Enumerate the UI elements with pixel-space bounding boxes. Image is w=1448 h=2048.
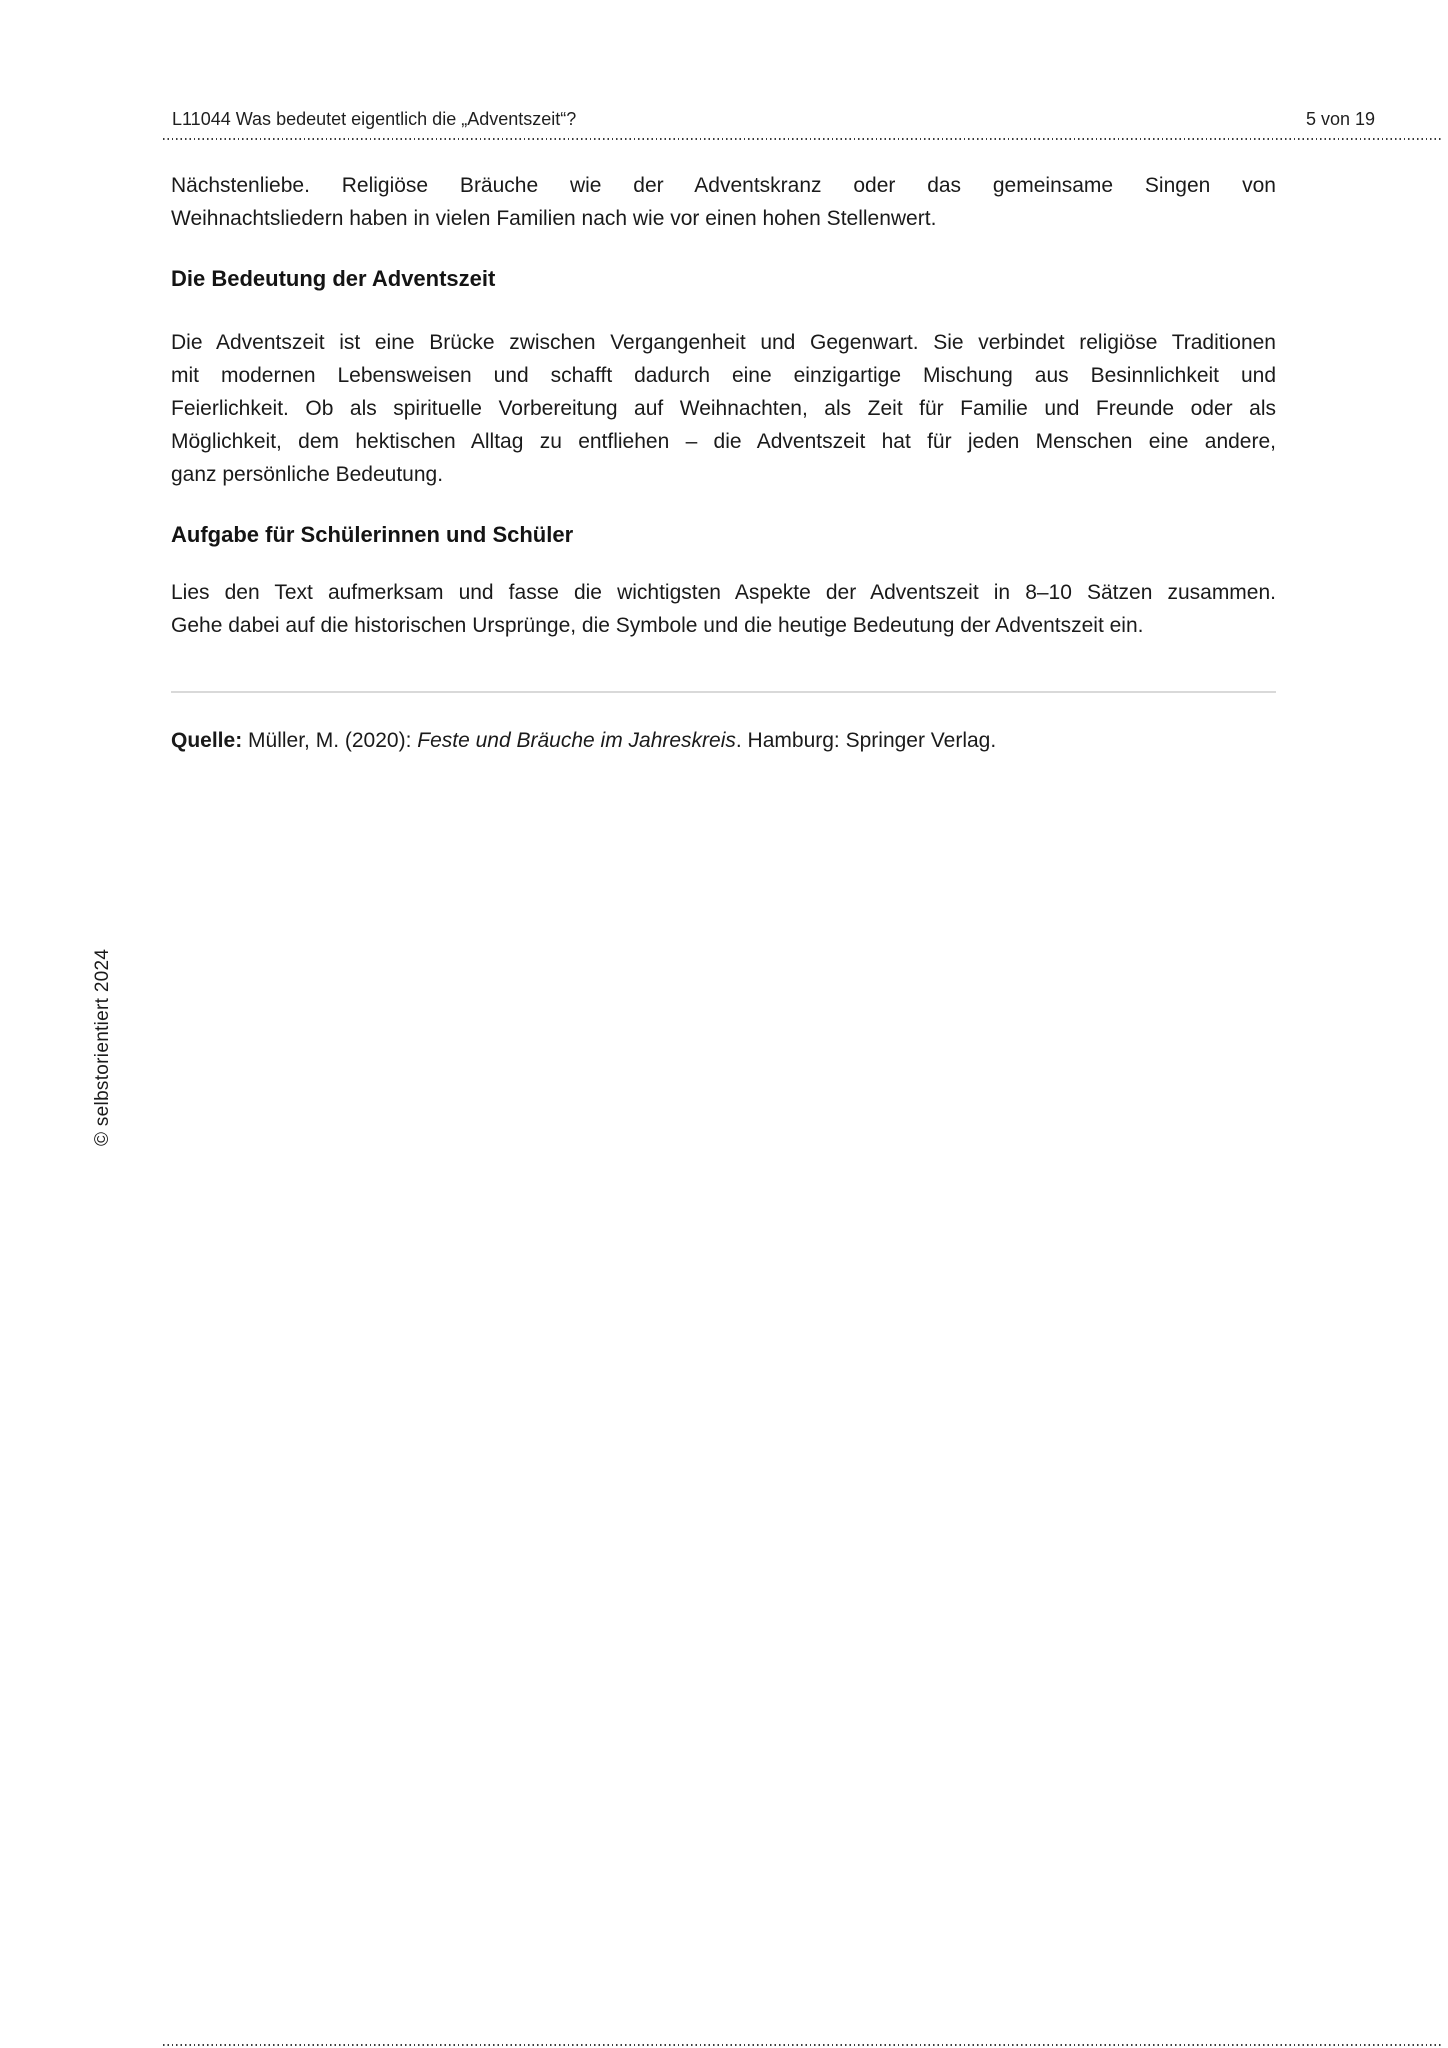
paragraph-line: Feierlichkeit. Ob als spirituelle Vorbereitung auf Weihnachten, als Zeit für Familie und Freunde oder als bbox=[171, 397, 1276, 420]
bedeutung-paragraph bbox=[171, 326, 1276, 491]
aufgabe-paragraph bbox=[171, 576, 1276, 642]
paragraph-line: Möglichkeit, dem hektischen Alltag zu entfliehen – die Adventszeit hat für jeden Menschen eine andere, bbox=[171, 430, 1276, 453]
source-citation-suffix: . Hamburg: Springer Verlag. bbox=[735, 729, 997, 752]
header-title: L11044 Was bedeutet eigentlich die „Adventszeit“? bbox=[172, 109, 577, 129]
source-divider bbox=[171, 691, 1276, 693]
header-dotted-rule bbox=[163, 138, 1443, 140]
footer-dotted-rule bbox=[163, 2044, 1443, 2046]
intro-paragraph bbox=[171, 169, 1276, 235]
header-page-number: 5 von 19 bbox=[1305, 109, 1375, 129]
paragraph-line: Lies den Text aufmerksam und fasse die wichtigsten Aspekte der Adventszeit in 8–10 Sätzen zusammen. bbox=[171, 581, 1276, 604]
source-line bbox=[171, 724, 1276, 757]
document-content bbox=[171, 169, 1276, 757]
copyright-vertical-text: © selbstorientiert 2024 bbox=[92, 948, 113, 1146]
section-heading-aufgabe: Aufgabe für Schülerinnen und Schüler bbox=[171, 522, 574, 547]
paragraph-line: mit modernen Lebensweisen und schafft dadurch eine einzigartige Mischung aus Besinnlichkeit und bbox=[171, 364, 1276, 387]
section-heading-bedeutung: Die Bedeutung der Adventszeit bbox=[171, 266, 496, 291]
paragraph-line: Gehe dabei auf die historischen Ursprünge, die Symbole und die heutige Bedeutung der Adventszeit ein. bbox=[171, 614, 1144, 637]
source-label: Quelle: bbox=[171, 729, 243, 752]
paragraph-line: Die Adventszeit ist eine Brücke zwischen Vergangenheit und Gegenwart. Sie verbindet religiöse Traditionen bbox=[171, 331, 1276, 354]
paragraph-line: Weihnachtsliedern haben in vielen Familien nach wie vor einen hohen Stellenwert. bbox=[171, 207, 937, 230]
footer-dotted-rule-line bbox=[163, 2044, 1443, 2046]
source-citation-prefix: Müller, M. (2020): bbox=[242, 729, 418, 752]
paragraph-line: ganz persönliche Bedeutung. bbox=[171, 463, 444, 486]
page-header-row bbox=[163, 106, 1443, 132]
paragraph-line: Nächstenliebe. Religiöse Bräuche wie der Adventskranz oder das gemeinsame Singen von bbox=[171, 174, 1276, 197]
source-work-title: Feste und Bräuche im Jahreskreis bbox=[417, 729, 736, 752]
page-header bbox=[163, 106, 1443, 140]
